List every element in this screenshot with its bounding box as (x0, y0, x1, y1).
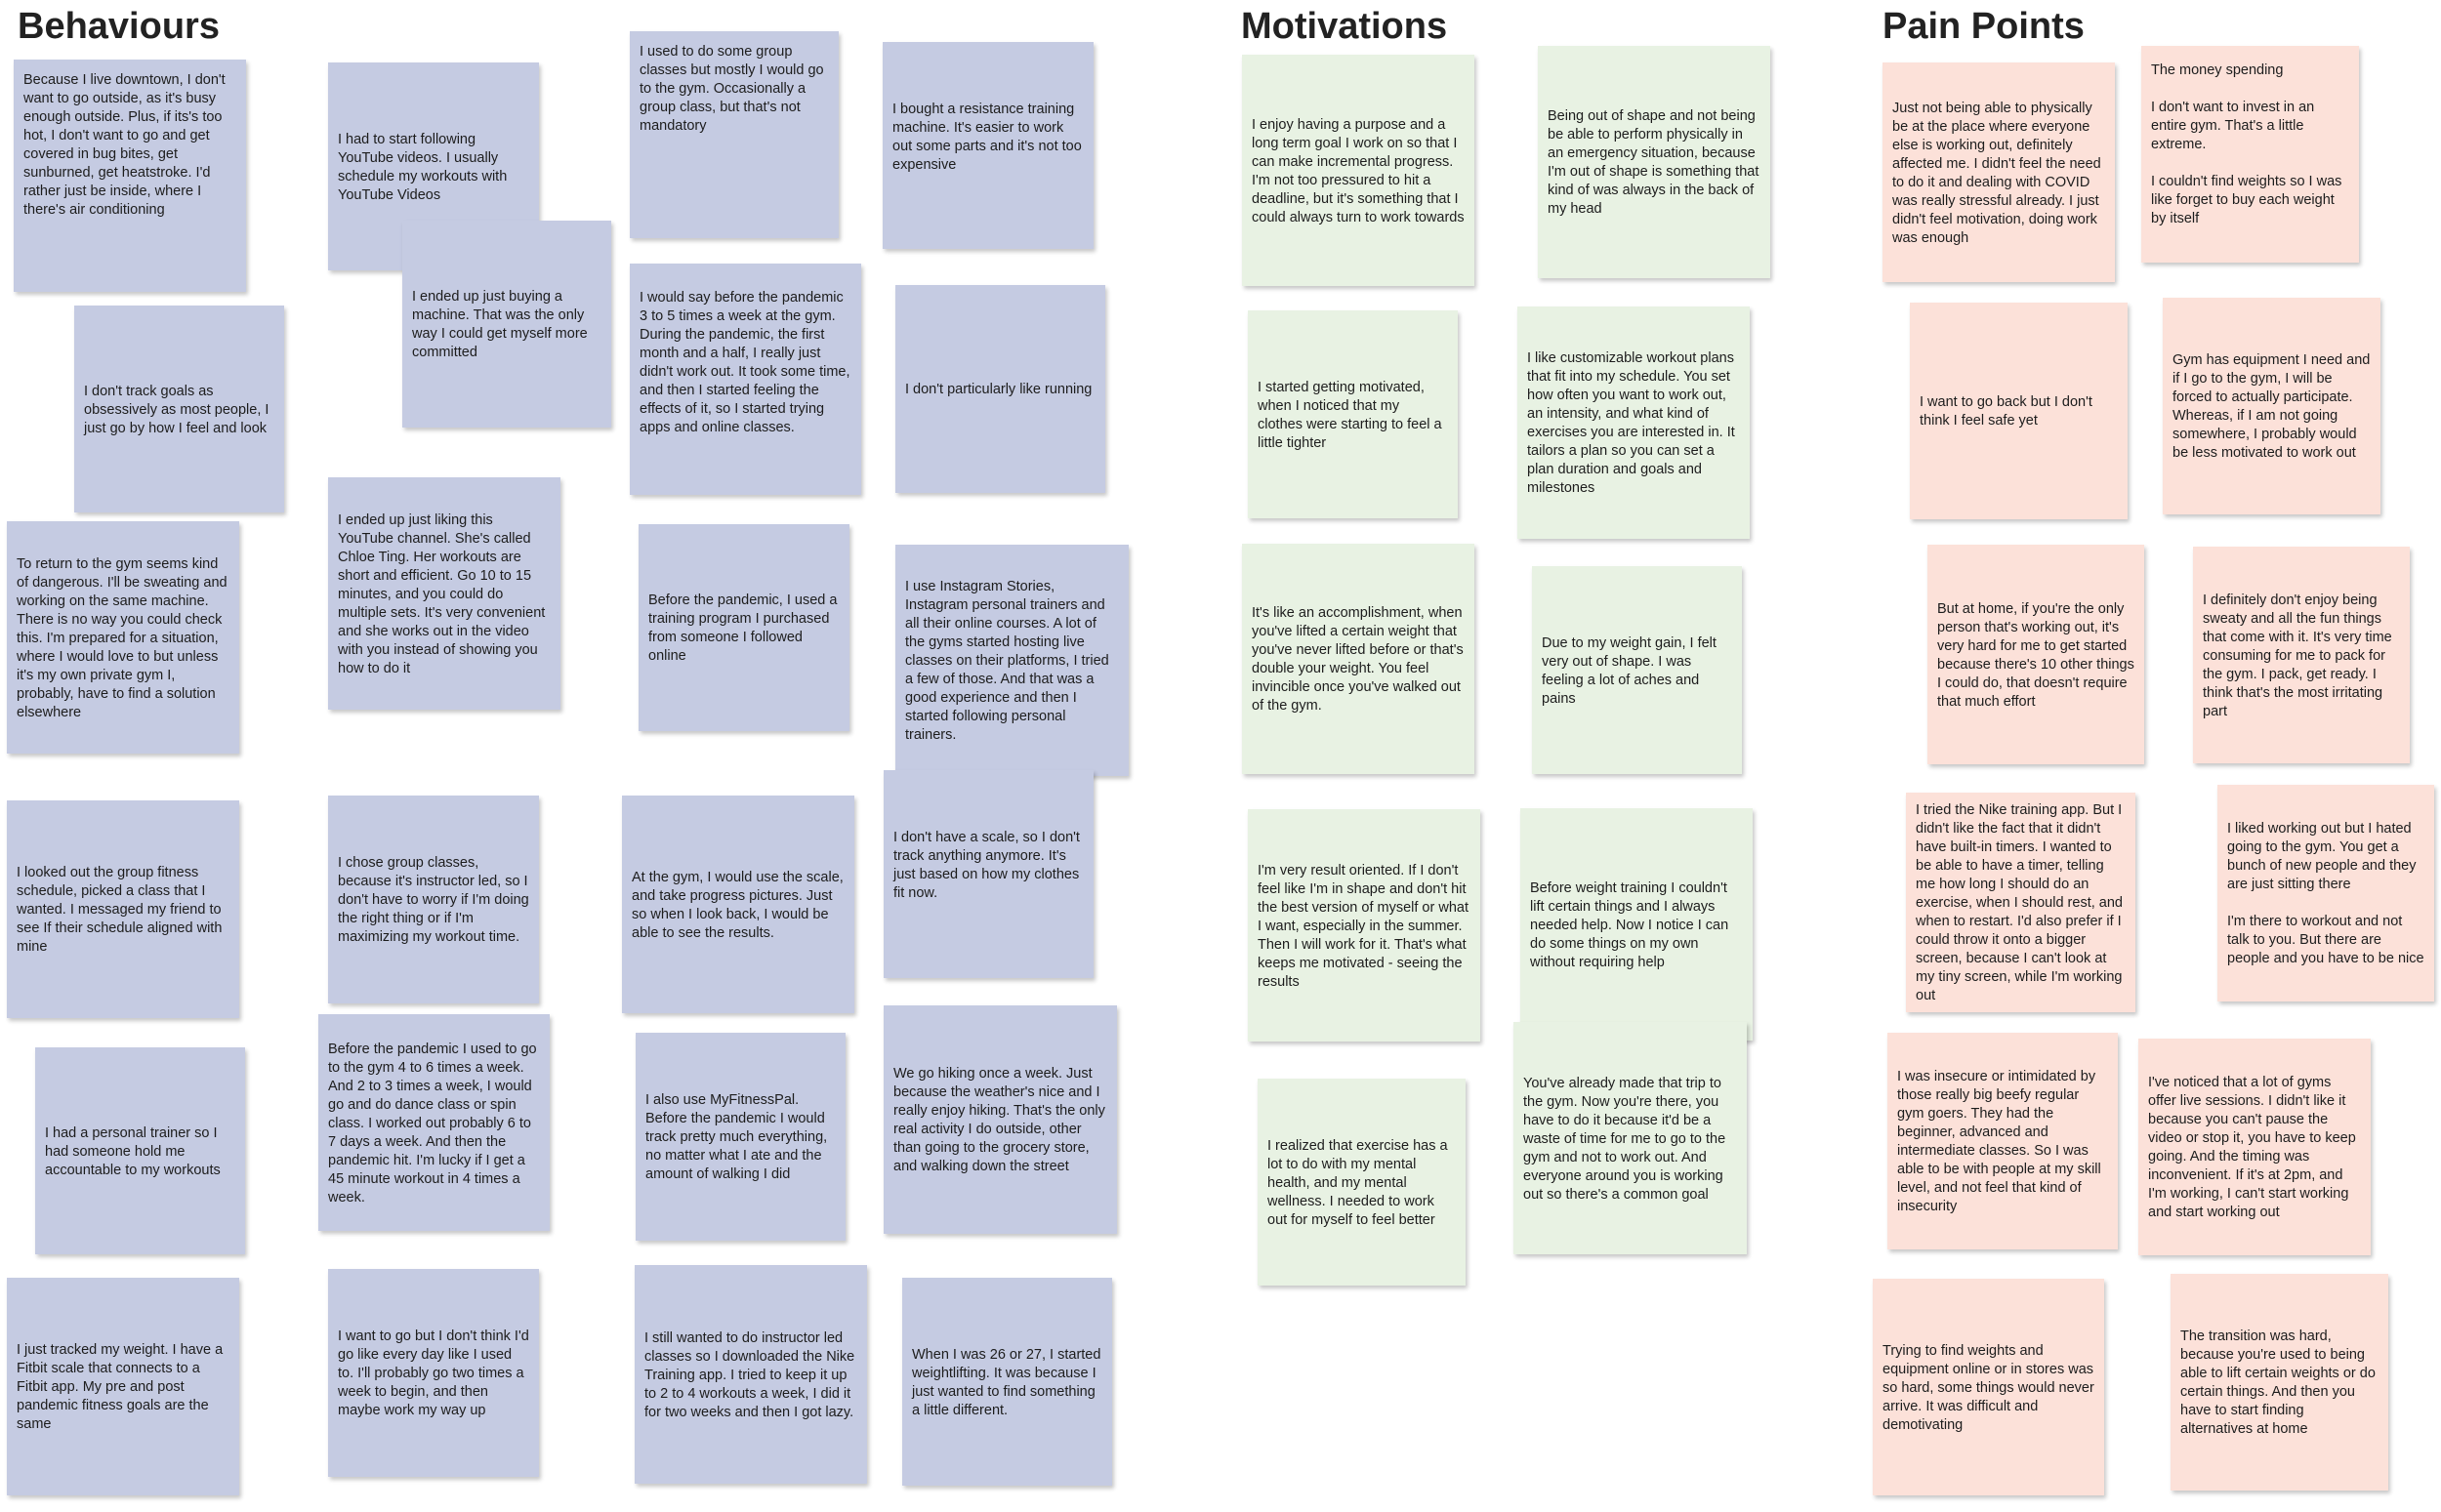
pain-point-note[interactable] (2163, 298, 2380, 514)
motivation-note[interactable] (1513, 1022, 1747, 1254)
motivation-note[interactable] (1517, 306, 1750, 539)
note-text: I don't particularly like running (905, 382, 1093, 397)
note-text: Just not being able to physically be at the place where everyone else is working out, definitely affected me. I didn't feel the need to do it and dealing with COVID was really stressful already. I just didn't feel motivation, doing work was enough (1892, 100, 2101, 246)
note-text: The money spending I don't want to invest in an entire gym. That's a little extreme. I couldn't find weights so I was like forget to buy each weight by itself (2151, 62, 2342, 226)
behaviour-note[interactable] (895, 285, 1105, 493)
note-text: I use Instagram Stories, Instagram personal trainers and all their online courses. A lot of the gyms started hosting live classes on their platforms, I tried a few of those. And that was a good experience and then I started following personal trainers. (905, 579, 1109, 743)
behaviour-note[interactable] (7, 800, 239, 1018)
note-text: Gym has equipment I need and if I go to the gym, I will be forced to actually participate. Whereas, if I am not going somewhere, I probably would be less motivated to work out (2172, 352, 2371, 461)
motivation-note[interactable] (1248, 809, 1480, 1042)
pain-point-note[interactable] (1873, 1279, 2104, 1495)
motivations-heading: Motivations (1241, 6, 1448, 47)
note-text: I just tracked my weight. I have a Fitbit scale that connects to a Fitbit app. My pre and post pandemic fitness goals are the same (17, 1342, 224, 1432)
note-text: We go hiking once a week. Just because the weather's nice and I really enjoy hiking. That's the only real activity I do outside, other than going to the grocery store, and walking down the street (893, 1066, 1105, 1174)
note-text: I had a personal trainer so I had someone hold me accountable to my workouts (45, 1124, 221, 1178)
note-text: Being out of shape and not being be able to perform physically in an emergency situation, because I'm out of shape is something that kind of was always in the back of my head (1548, 108, 1759, 217)
pain-point-note[interactable] (2138, 1039, 2371, 1255)
note-text: I want to go back but I don't think I feel safe yet (1920, 394, 2092, 429)
note-text: I had to start following YouTube videos. I usually schedule my workouts with YouTube Videos (338, 131, 508, 203)
note-text: I don't have a scale, so I don't track anything anymore. It's just based on how my clothes fit now. (893, 830, 1080, 901)
note-text: Because I live downtown, I don't want to go outside, as it's busy enough outside. Plus, if its's too hot, I don't want to go and get covered in bug bites, get sunburned, get heatstroke. I'd rather just be inside, where I there's air conditioning (23, 72, 226, 218)
behaviour-note[interactable] (328, 796, 539, 1003)
note-text: I ended up just liking this YouTube channel. She's called Chloe Ting. Her workouts are short and efficient. Go 10 to 15 minutes, and you could do multiple sets. It's very convenient and she works out in the video with you instead of showing you how to do it (338, 511, 546, 676)
behaviour-note[interactable] (328, 477, 560, 710)
motivation-note[interactable] (1532, 566, 1742, 774)
motivation-note[interactable] (1258, 1079, 1466, 1286)
note-text: I looked out the group fitness schedule, picked a class that I wanted. I messaged my friend to see If their schedule aligned with mine (17, 865, 223, 955)
behaviour-note[interactable] (402, 221, 611, 428)
motivation-note[interactable] (1248, 310, 1458, 518)
behaviour-note[interactable] (630, 264, 861, 495)
behaviour-note[interactable] (895, 545, 1129, 776)
behaviour-note[interactable] (328, 1269, 539, 1477)
note-text: Trying to find weights and equipment online or in stores was so hard, some things would never arrive. It was difficult and demotivating (1882, 1342, 2094, 1433)
pain-point-note[interactable] (2193, 547, 2410, 763)
pain-point-note[interactable] (1910, 303, 2128, 519)
note-text: Before the pandemic, I used a training program I purchased from someone I followed online (648, 593, 838, 664)
pain-points-heading: Pain Points (1882, 6, 2085, 47)
behaviour-note[interactable] (14, 60, 246, 292)
note-text: I'm very result oriented. If I don't feel like I'm in shape and don't hit the best version of myself or what I want, especially in the summer. Then I will work for it. That's what keeps me motivated - seeing the results (1258, 862, 1469, 990)
note-text: I liked working out but I hated going to the gym. You get a bunch of new people and they are just sitting there I'm there to workout and not talk to you. But there are people and you have to be nice (2227, 821, 2424, 966)
behaviour-note[interactable] (7, 521, 239, 754)
note-text: Before weight training I couldn't lift certain things and I always needed help. Now I notice I can do some things on my own without requiring help (1530, 879, 1729, 970)
behaviour-note[interactable] (902, 1278, 1112, 1486)
note-text: I was insecure or intimidated by those really big beefy regular gym goers. They had the beginner, advanced and intermediate classes. So I was able to be with people at my skill level, and not feel that kind of insecurity (1897, 1069, 2101, 1214)
behaviour-note[interactable] (883, 42, 1094, 249)
pain-point-note[interactable] (1906, 793, 2135, 1012)
note-text: I also use MyFitnessPal. Before the pandemic I would track pretty much everything, no matter what I ate and the amount of walking I did (645, 1092, 828, 1182)
note-text: I don't track goals as obsessively as most people, I just go by how I feel and look (84, 383, 269, 436)
pain-point-note[interactable] (2141, 46, 2359, 263)
behaviour-note[interactable] (630, 31, 839, 238)
note-text: The transition was hard, because you're used to being able to lift certain weights or do certain things. And then you have to start finding alternatives at home (2180, 1328, 2376, 1437)
behaviour-note[interactable] (639, 524, 849, 731)
note-text: I tried the Nike training app. But I didn't like the fact that it didn't have built-in timers. I wanted to be able to have a timer, telling me how long I should do an exercise, when I should rest, and when to restart. I'd also prefer if I could throw it onto a bigger screen, because I can't look at my tiny screen, while I'm working out (1916, 802, 2123, 1003)
behaviour-note[interactable] (884, 770, 1094, 978)
note-text: I realized that exercise has a lot to do with my mental health, and my mental wellness. I needed to work out for myself to feel better (1267, 1137, 1448, 1228)
motivation-note[interactable] (1520, 808, 1753, 1041)
note-text: I would say before the pandemic 3 to 5 times a week at the gym. During the pandemic, the first month and a half, I really just didn't work out. It took some time, and then I started feeling the effects of it, so I started trying apps and online classes. (640, 290, 850, 435)
note-text: Due to my weight gain, I felt very out of shape. I was feeling a lot of aches and pains (1542, 634, 1717, 707)
note-text: I ended up just buying a machine. That was the only way I could get myself more committed (412, 289, 588, 360)
note-text: You've already made that trip to the gym. Now you're there, you have to do it because it'd be a waste of time for me to go to the gym and not to work out. And everyone around you is working out so there's a common goal (1523, 1075, 1726, 1203)
pain-point-note[interactable] (2171, 1274, 2388, 1491)
note-text: But at home, if you're the only person that's working out, it's very hard for me to get started because there's 10 other things I could do, that doesn't require that much effort (1937, 600, 2134, 710)
note-text: Before the pandemic I used to go to the gym 4 to 6 times a week. And 2 to 3 times a week, I would go and do dance class or spin class. I worked out probably 6 to 7 days a week. And then the pandemic hit. I'm lucky if I get a 45 minute workout in 4 times a week. (328, 1041, 537, 1206)
note-text: I started getting motivated, when I noticed that my clothes were starting to feel a little tighter (1258, 379, 1442, 451)
note-text: I chose group classes, because it's instructor led, so I don't have to worry if I'm doing the right thing or if I'm maximizing my workout time. (338, 855, 529, 945)
note-text: When I was 26 or 27, I started weightlifting. It was because I just wanted to find something a little different. (912, 1346, 1101, 1418)
note-text: I definitely don't enjoy being sweaty and all the fun things that come with it. It's very time consuming for me to pack for the gym. I pack, get ready. I think that's the most irritating part (2203, 592, 2392, 719)
note-text: I want to go but I don't think I'd go like every day like I used to. I'll probably go two times a week to begin, and then maybe work my way up (338, 1328, 529, 1418)
behaviour-note[interactable] (35, 1047, 245, 1254)
note-text: I used to do some group classes but mostly I would go to the gym. Occasionally a group class, but that's not mandatory (640, 44, 824, 134)
note-text: I bought a resistance training machine. It's easier to work out some parts and it's not too expensive (892, 102, 1082, 173)
note-text: I still wanted to do instructor led classes so I downloaded the Nike Training app. I tried to keep it up to 2 to 4 workouts a week, I did it for two weeks and then I got lazy. (644, 1329, 855, 1420)
note-text: At the gym, I would use the scale, and take progress pictures. Just so when I look back, I would be able to see the results. (632, 869, 844, 941)
pain-point-note[interactable] (1887, 1033, 2118, 1249)
behaviour-note[interactable] (622, 796, 854, 1013)
pain-point-note[interactable] (2217, 785, 2434, 1001)
motivation-note[interactable] (1242, 55, 1474, 286)
behaviour-note[interactable] (318, 1014, 550, 1231)
behaviours-heading: Behaviours (18, 6, 220, 47)
behaviour-note[interactable] (884, 1005, 1117, 1234)
behaviour-note[interactable] (74, 306, 284, 512)
pain-point-note[interactable] (1882, 62, 2115, 282)
pain-point-note[interactable] (1927, 545, 2144, 764)
behaviour-note[interactable] (636, 1033, 846, 1241)
motivation-note[interactable] (1538, 46, 1770, 278)
note-text: It's like an accomplishment, when you've lifted a certain weight that you've never lifted before or that's double your weight. You feel invincible once you've walked out of the gym. (1252, 605, 1464, 714)
behaviour-note[interactable] (635, 1265, 867, 1484)
behaviour-note[interactable] (7, 1278, 239, 1495)
motivation-note[interactable] (1242, 544, 1474, 774)
note-text: I've noticed that a lot of gyms offer live sessions. I didn't like it because you can't pause the video or stop it, you have to keep going. And the timing was inconvenient. If it's at 2pm, and I'm working, I can't start working and start working out (2148, 1075, 2356, 1220)
note-text: To return to the gym seems kind of dangerous. I'll be sweating and working on the same machine. There is no way you could check this. I'm prepared for a situation, where I would love to but unless it's my own private gym I, probably, have to find a solution elsewhere (17, 555, 228, 720)
note-text: I like customizable workout plans that fit into my schedule. You set how often you want to work out, an intensity, and what kind of exercises you are interested in. It tailors a plan so you can set a plan duration and goals and milestones (1527, 350, 1735, 496)
note-text: I enjoy having a purpose and a long term goal I work on so that I can make incremental progress. I'm not too pressured to hit a deadline, but it's something that I could always turn to work towards (1252, 116, 1465, 225)
